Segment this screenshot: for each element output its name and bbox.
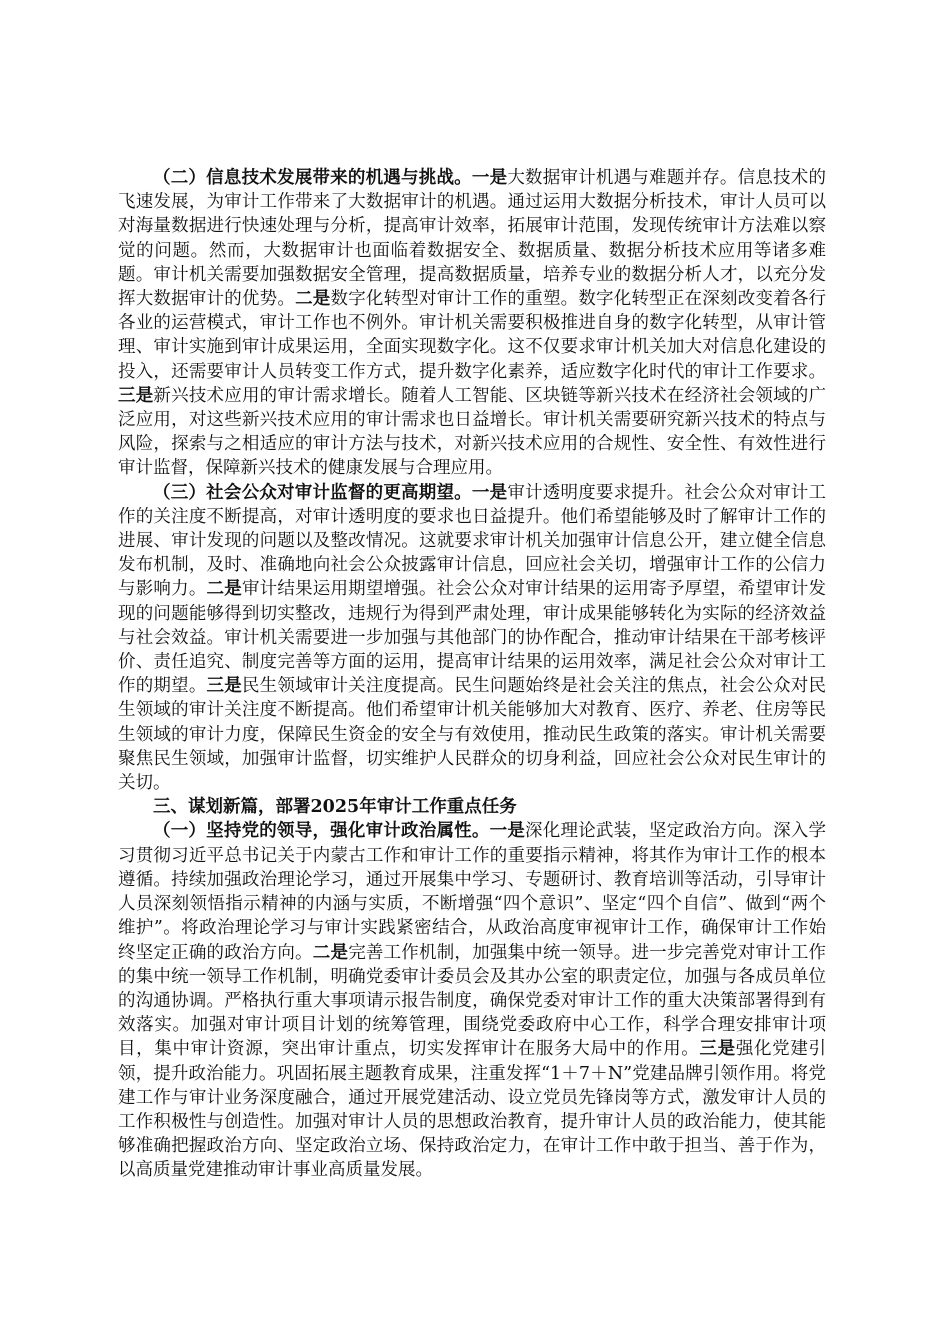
body-text: 数字化转型对审计工作的重塑。数字化转型正在深刻改变着各行各业的运营模式，审计工作也不例外。审计机关需要积极推进自身的数字化转型，从审计管理、审计实施到审计成果运用，全面实现数字化。这不仅要求审计机关加大对信息化建设的投入，还需要审计人员转变工作方式，提升数字化素养，适应数字化时代的审计工作要求。 xyxy=(118,289,827,382)
paragraph-info-tech xyxy=(118,166,826,481)
lead-marker: 一是 xyxy=(471,482,508,503)
body-text: 审计结果运用期望增强。社会公众对审计结果的运用寄予厚望，希望审计发现的问题能够得到切实整改，违规行为得到严肃处理，审计成果能够转化为实际的经济效益与社会效益。审计机关需要进一步加强与其他部门的协作配合，推动审计结果在干部考核评价、责任追究、制度完善等方面的运用，提高审计结果的运用效率，满足社会公众对审计工作的期望。 xyxy=(118,579,827,697)
lead-marker: 三是 xyxy=(206,676,242,697)
paragraph-public-expectation xyxy=(118,481,826,796)
part-heading-2025-tasks: 三、谋划新篇，部署2025年审计工作重点任务 xyxy=(153,797,517,818)
lead-marker: 一是 xyxy=(471,168,508,188)
body-text: 民生领域审计关注度提高。民生问题始终是社会关注的焦点，社会公众对民生领域的审计关注度不断提高。他们希望审计机关能够加大对教育、医疗、养老、住房等民生领域的审计力度，保障民生资金的安全与有效使用，推动民生政策的落实。审计机关需要聚焦民生领域，加强审计监督，切实维护人民群众的切身利益，回应社会公众对民生审计的关切。 xyxy=(118,676,827,794)
section-heading-public-expectation: （三）社会公众对审计监督的更高期望。 xyxy=(153,482,472,503)
body-text: 深化理论武装，坚定政治方向。深入学习贯彻习近平总书记关于内蒙古工作和审计工作的重要指示精神，将其作为审计工作的根本遵循。持续加强政治理论学习，通过开展集中学习、专题研讨、教育培训等活动，引导审计人员深刻领悟指示精神的内涵与实质，不断增强“四个意识”、坚定“四个自信”、做到“两个维护”。将政治理论学习与审计实践紧密结合，从政治高度审视审计工作，确保审计工作始终坚定正确的政治方向。 xyxy=(118,821,827,963)
lead-marker: 二是 xyxy=(295,289,331,310)
lead-marker: 一是 xyxy=(489,821,526,842)
body-text: 新兴技术应用的审计需求增长。随着人工智能、区块链等新兴技术在经济社会领域的广泛应用，对这些新兴技术应用的审计需求也日益增长。审计机关需要研究新兴技术的特点与风险，探索与之相适应的审计方法与技术，对新兴技术应用的合规性、安全性、有效性进行审计监督，保障新兴技术的健康发展与合理应用。 xyxy=(118,385,827,479)
body-text: 审计透明度要求提升。社会公众对审计工作的关注度不断提高，对审计透明度的要求也日益提升。他们希望能够及时了解审计工作的进展、审计发现的问题以及整改情况。这就要求审计机关加强审计信息公开，建立健全信息发布机制，及时、准确地向社会公众披露审计信息，回应社会关切，增强审计工作的公信力与影响力。 xyxy=(118,482,827,600)
lead-marker: 三是 xyxy=(118,385,154,406)
section-heading-party-leadership: （一）坚持党的领导，强化审计政治属性。 xyxy=(153,821,490,842)
body-text: 大数据审计机遇与难题并存。信息技术的飞速发展，为审计工作带来了大数据审计的机遇。通过运用大数据分析技术，审计人员可以对海量数据进行快速处理与分析，提高审计效率，拓展审计范围，发现传统审计方法难以察觉的问题。然而，大数据审计也面临着数据安全、数据质量、数据分析技术应用等诸多难题。审计机关需要加强数据安全管理，提高数据质量，培养专业的数据分析人才，以充分发挥大数据审计的优势。 xyxy=(118,168,827,310)
body-text: 强化党建引领，提升政治能力。巩固拓展主题教育成果，注重发挥“1＋7＋N”党建品牌引领作用。将党建工作与审计业务深度融合，通过开展党建活动、设立党员先锋岗等方式，激发审计人员的工作积极性与创造性。加强对审计人员的思想政治教育，提升审计人员的政治能力，使其能够准确把握政治方向、坚定政治立场、保持政治定力，在审计工作中敢于担当、善于作为，以高质量党建推动审计事业高质量发展。 xyxy=(118,1039,827,1181)
section-heading-info-tech: （二）信息技术发展带来的机遇与挑战。 xyxy=(153,168,472,188)
document-page xyxy=(118,166,826,1183)
body-text: 完善工作机制，加强集中统一领导。进一步完善党对审计工作的集中统一领导工作机制，明确党委审计委员会及其办公室的职责定位，加强与各成员单位的沟通协调。严格执行重大事项请示报告制度，确保党委对审计工作的重大决策部署得到有效落实。加强对审计项目计划的统筹管理，围绕党委政府中心工作，科学合理安排审计项目，集中审计资源，突出审计重点，切实发挥审计在服务大局中的作用。 xyxy=(118,942,827,1060)
lead-marker: 三是 xyxy=(699,1039,736,1060)
lead-marker: 二是 xyxy=(312,942,349,963)
paragraph-party-leadership xyxy=(118,819,826,1182)
lead-marker: 二是 xyxy=(206,579,242,600)
